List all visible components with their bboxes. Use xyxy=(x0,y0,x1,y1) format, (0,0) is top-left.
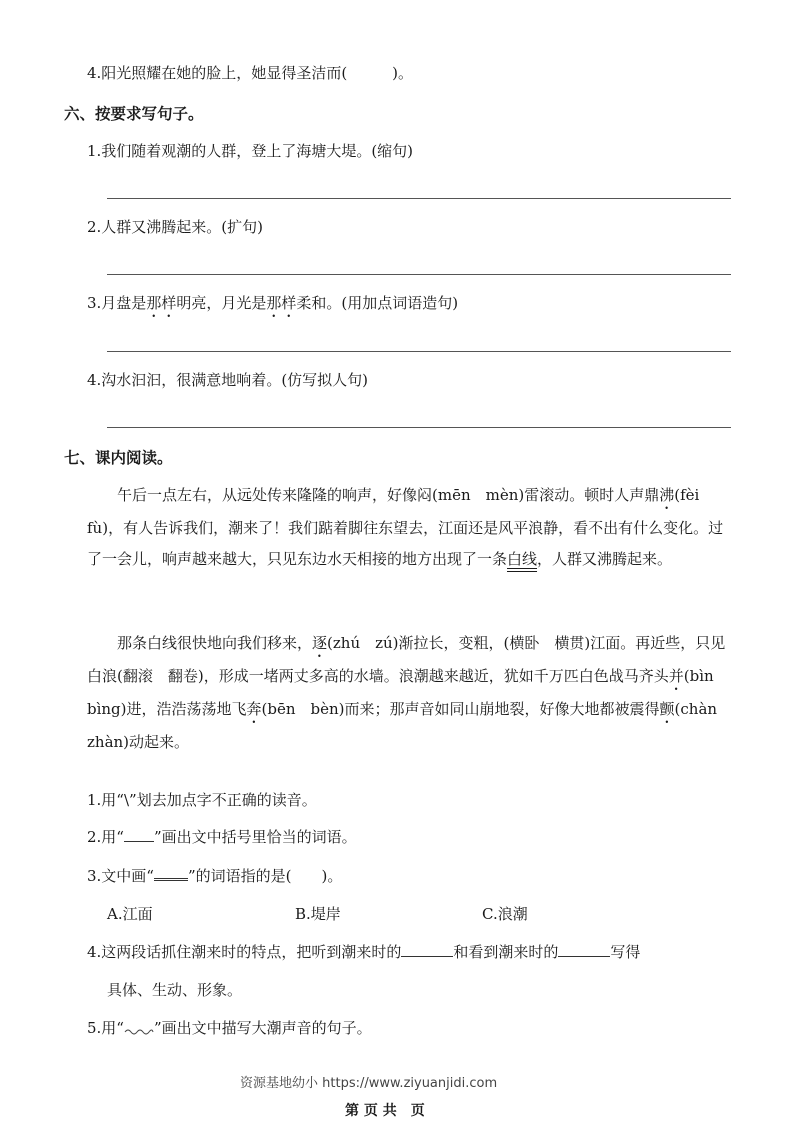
q5-text-a: 5.用“ xyxy=(87,1019,124,1037)
wavy-underline-sample xyxy=(124,1023,154,1035)
p2-text-i: (chàn zhàn)动起来。 xyxy=(87,700,733,751)
s7-question-5 xyxy=(87,1017,372,1038)
straight-underline-sample xyxy=(124,827,154,842)
p2-dotted-char-3: 奔 xyxy=(246,700,262,718)
s6-question-1: 1.我们随着观潮的人群，登上了海塘大堤。(缩句) xyxy=(87,142,414,160)
p2-dotted-char-2: 并 xyxy=(668,667,684,685)
answer-blank-2[interactable] xyxy=(558,942,610,957)
q5-text-b: ”画出文中描写大潮声音的句子。 xyxy=(153,1019,372,1037)
p1-text-a: 午后一点左右，从远处传来隆隆的响声，好像闷(mēn mèn)雷滚动。顿时人声鼎 xyxy=(117,486,660,504)
s6-question-4: 4.沟水汩汩，很满意地响着。(仿写拟人句) xyxy=(87,371,369,389)
answer-line-1[interactable] xyxy=(107,198,731,199)
option-a[interactable]: A.江面 xyxy=(107,905,153,923)
q3-dotted-word-2: 那样 xyxy=(266,294,297,312)
q3-dotted-word-1: 那样 xyxy=(146,294,177,312)
p2-dotted-char-1: 逐 xyxy=(312,634,328,652)
answer-line-4[interactable] xyxy=(107,427,731,428)
p1-text-e: ，人群又沸腾起来。 xyxy=(537,550,673,569)
q4-text-c: 写得 xyxy=(610,943,641,961)
answer-line-3[interactable] xyxy=(107,351,731,352)
reading-paragraph-2 xyxy=(87,628,732,758)
p1-text-c: (fèi fù)，有人告诉我们，潮来了！我们踮着脚往东望去，江面还是风平浪静，看不出有什么变化。过了一会儿，响声越来越大，只见东边水天相接的地方出现了一条 xyxy=(87,486,724,569)
q3-text-c: 明亮，月光是 xyxy=(176,294,267,312)
section-6-heading: 六、按要求写句子。 xyxy=(64,105,204,123)
answer-line-2[interactable] xyxy=(107,274,731,275)
q4-text-a: 4.这两段话抓住潮来时的特点，把听到潮来时的 xyxy=(87,943,402,961)
option-b[interactable]: B.堤岸 xyxy=(295,905,341,923)
p2-text-c: (zhú zú)渐拉长，变粗，(横卧 横贯)江面。再近些，只见白浪(翻滚 翻卷)，形成一堵两丈多高的水墙。浪潮越来越近，犹如千万匹白色战马齐头 xyxy=(87,634,726,685)
s7-question-3 xyxy=(87,864,342,886)
section-7-heading: 七、课内阅读。 xyxy=(64,449,173,467)
q2-text-a: 2.用“ xyxy=(87,828,124,846)
q2-text-b: ”画出文中括号里恰当的词语。 xyxy=(153,828,357,846)
q3-text-a: 3.文中画“ xyxy=(87,867,154,885)
s7-question-2 xyxy=(87,826,357,847)
p2-dotted-char-4: 颤 xyxy=(659,700,675,718)
double-underline-sample xyxy=(154,864,188,881)
source-watermark: 资源基地幼小 https://www.ziyuanjidi.com xyxy=(240,1076,498,1091)
option-c[interactable]: C.浪潮 xyxy=(482,905,528,923)
s6-question-3 xyxy=(87,292,458,321)
item-4-blank-fill: 4.阳光照耀在她的脸上，她显得圣洁而( )。 xyxy=(87,64,414,82)
p1-underlined-word: 白线 xyxy=(507,550,538,569)
page-number: 第 页 共 页 xyxy=(345,1103,425,1119)
reading-paragraph-1 xyxy=(87,480,732,575)
s6-question-2: 2.人群又沸腾起来。(扩句) xyxy=(87,218,264,236)
s7-question-1: 1.用“\”划去加点字不正确的读音。 xyxy=(87,791,317,809)
q3-text-b: ”的词语指的是( )。 xyxy=(187,867,343,885)
s7-question-4 xyxy=(87,941,640,962)
p2-text-a: 那条白线很快地向我们移来， xyxy=(117,634,313,652)
answer-blank-1[interactable] xyxy=(401,942,453,957)
p2-text-g: (bēn bèn)而来；那声音如同山崩地裂，好像大地都被震得 xyxy=(261,700,660,718)
s7-question-4-cont: 具体、生动、形象。 xyxy=(107,981,243,999)
q3-text-a: 3.月盘是 xyxy=(87,294,147,312)
p1-dotted-char: 沸 xyxy=(659,486,675,504)
p2-text-e: (bìn bìng)进，浩浩荡荡地飞 xyxy=(87,667,729,718)
q3-text-e: 柔和。(用加点词语造句) xyxy=(296,294,459,312)
q4-text-b: 和看到潮来时的 xyxy=(453,943,559,961)
